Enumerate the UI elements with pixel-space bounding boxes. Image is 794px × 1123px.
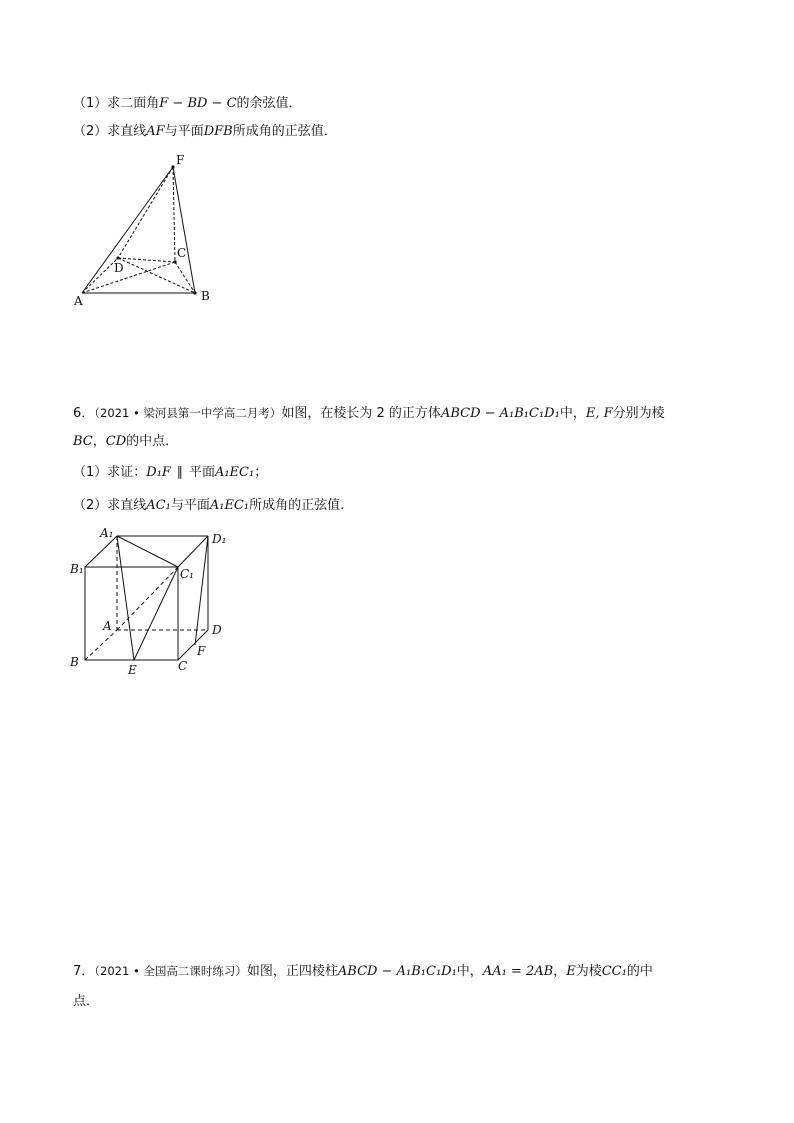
edge-A1C1: [117, 536, 178, 567]
edge-C1D1: [178, 536, 208, 567]
q6-source: （2021 • 梁河县第一中学高二月考）: [94, 406, 282, 420]
q7-number: 7．: [73, 964, 95, 979]
label-C: C: [177, 246, 187, 260]
q5-part1-math: F − BD − C: [159, 96, 237, 111]
q5-part2: [73, 123, 337, 141]
label-B: B: [201, 289, 210, 303]
q6-text-a: 如图，在棱长为 2 的正方体: [281, 406, 441, 421]
q5-part2-math1: AF: [146, 124, 165, 139]
q6-part2-post: 所成角的正弦值.: [249, 498, 345, 513]
q6-part1-plane: A₁EC₁: [214, 465, 255, 480]
edge-BA: [85, 630, 117, 660]
q5-part2-mid: 与平面: [164, 124, 204, 139]
q6-text-c: 分别为棱: [612, 406, 665, 421]
label-A1: A₁: [100, 526, 114, 540]
q6-part1: [73, 464, 267, 482]
label-B1: B₁: [70, 562, 84, 576]
q7-edge: CC₁: [601, 964, 627, 979]
q6-part1-mid: 平面: [188, 465, 215, 480]
q6-part1-post: ；: [254, 465, 268, 480]
label-A: A: [74, 294, 83, 308]
q6-line2: [73, 433, 178, 451]
q6-sep: ，: [92, 434, 106, 449]
edge-FC: [173, 167, 175, 262]
q7-text-e: 的中: [626, 964, 653, 979]
q6-part2-pre: （2）求直线: [73, 498, 147, 513]
q7-prism: ABCD − A₁B₁C₁D₁: [337, 964, 457, 979]
edge-B1A1: [85, 536, 117, 567]
q6-cube: ABCD − A₁B₁C₁D₁: [440, 406, 560, 421]
q6-part2-plane: A₁EC₁: [209, 498, 250, 513]
parallel-symbol: ∥: [176, 465, 184, 480]
q7-text-a: 如图，正四棱柱: [246, 964, 338, 979]
label-D1: D₁: [212, 532, 227, 546]
q6-part2-line: AC₁: [146, 498, 171, 513]
label-D: D: [212, 623, 222, 637]
edge-A1E: [117, 536, 134, 660]
q5-pyramid-figure: [68, 150, 228, 310]
q7-text-c: ，: [553, 964, 567, 979]
label-F: F: [176, 153, 185, 167]
q7-text-d: 为棱: [575, 964, 602, 979]
q5-part1: [73, 95, 302, 113]
q6-part1-pre: （1）求证：: [73, 465, 147, 480]
q7-text-b: 中，: [456, 964, 483, 979]
q7-line2: [73, 993, 99, 1011]
q6-part2: [73, 497, 344, 515]
q7-e: E: [566, 964, 576, 979]
q6-number: 6．: [73, 406, 95, 421]
edge-D1F: [195, 536, 208, 645]
edge-DC: [118, 258, 175, 262]
q6-bc: BC: [73, 434, 93, 449]
edge-AF: [82, 167, 173, 293]
q7-line1: [73, 962, 653, 981]
edge-EC1: [134, 567, 178, 660]
cube-front-face: [85, 567, 178, 660]
q6-cd: CD: [105, 434, 127, 449]
edge-AD: [82, 258, 118, 293]
q6-part2-mid: 与平面: [170, 498, 210, 513]
edge-FB: [173, 167, 195, 293]
q6-line1: [73, 404, 665, 423]
label-B: B: [70, 655, 79, 669]
q7-source: （2021 • 全国高二课时练习）: [94, 964, 247, 978]
q5-part2-post: 所成角的正弦值．: [232, 124, 337, 139]
edge-FD: [118, 167, 173, 258]
q6-part1-line: D₁F: [146, 465, 171, 480]
edge-AC1: [117, 567, 178, 630]
q5-part2-pre: （2）求直线: [73, 124, 147, 139]
label-C1: C₁: [180, 567, 194, 581]
label-F: F: [197, 644, 206, 658]
q5-part2-math2: DFB: [203, 124, 233, 139]
q6-line2-post: 的中点．: [126, 434, 179, 449]
label-A: A: [103, 619, 112, 633]
q6-ef: E, F: [585, 406, 613, 421]
q7-cond: AA₁ = 2AB: [482, 964, 554, 979]
label-E: E: [128, 663, 137, 677]
label-C: C: [178, 659, 188, 673]
label-D: D: [114, 261, 124, 275]
q7-line2-text: 点．: [73, 994, 100, 1009]
q6-text-b: 中，: [559, 406, 586, 421]
q6-cube-figure: [66, 522, 236, 682]
q5-part1-post: 的余弦值．: [236, 96, 302, 111]
q5-part1-pre: （1）求二面角: [73, 96, 160, 111]
